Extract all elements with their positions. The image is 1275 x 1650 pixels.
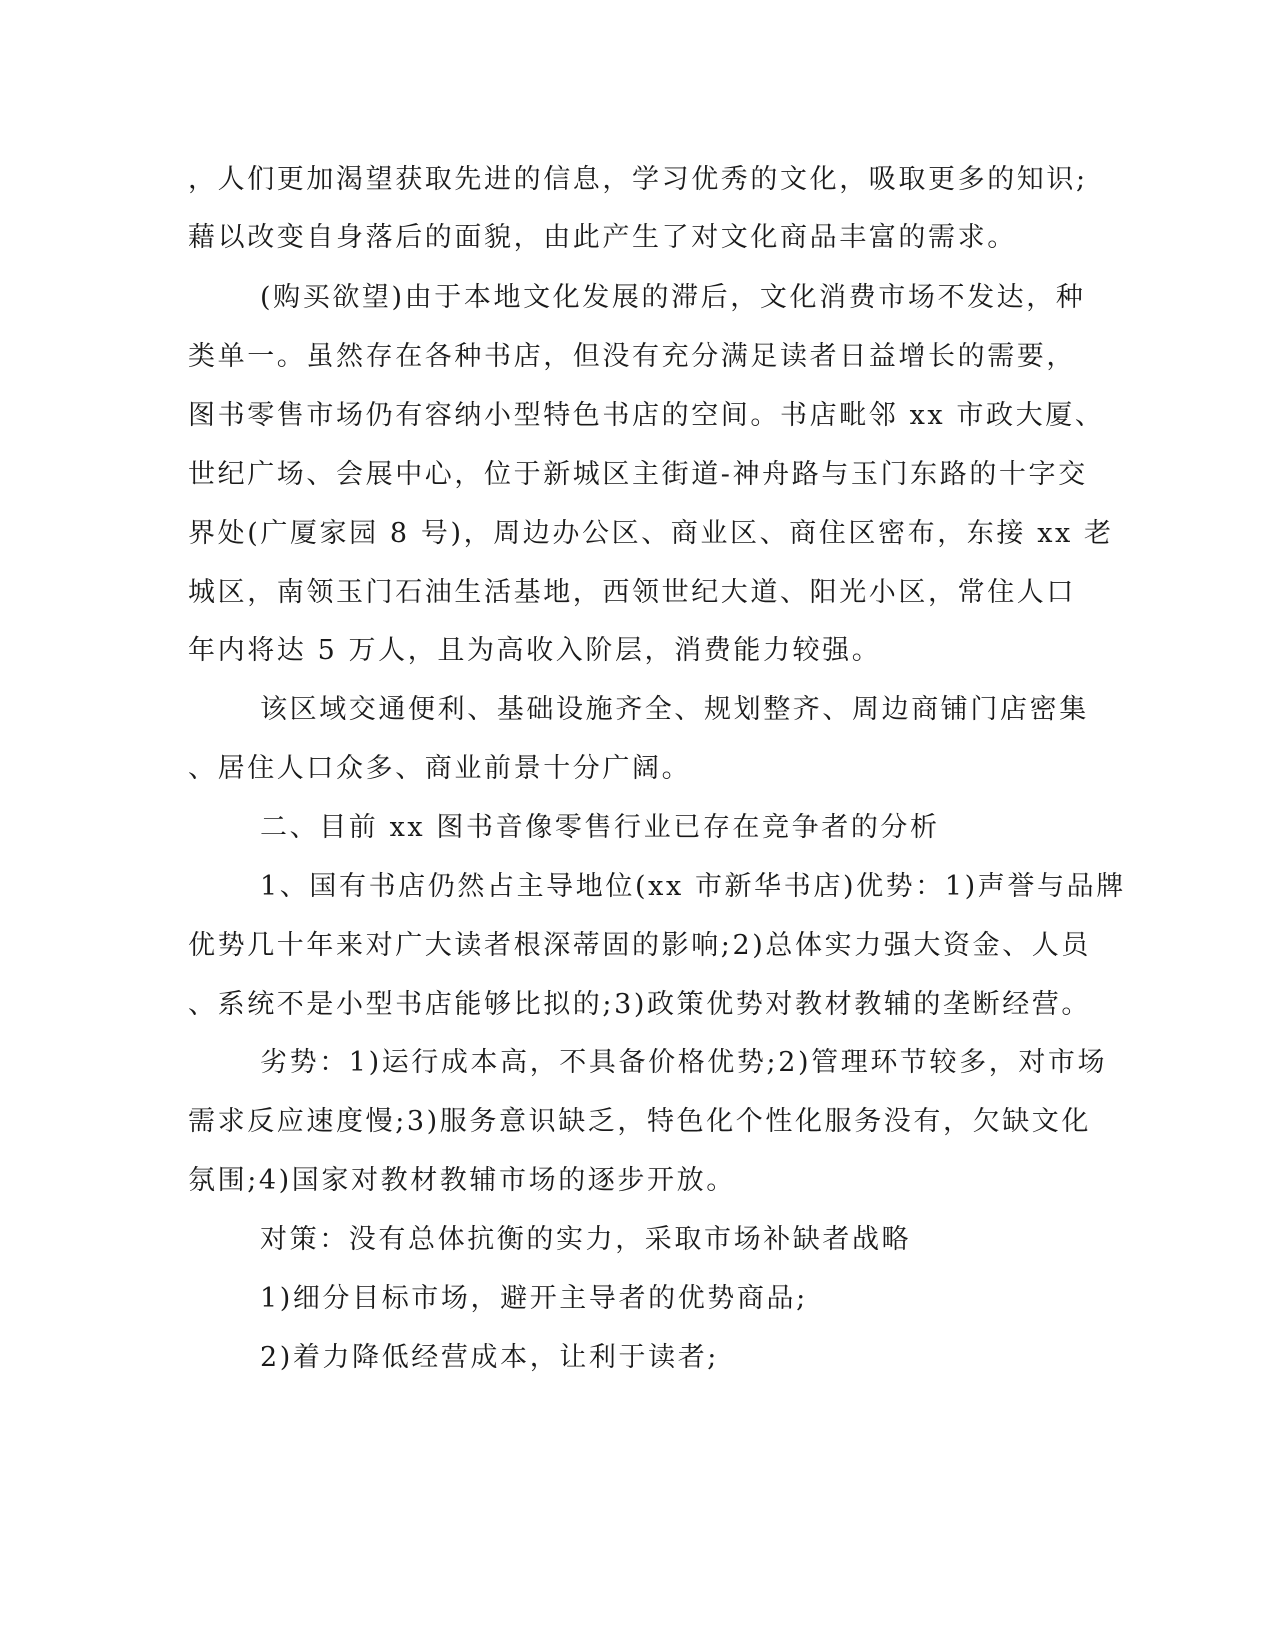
text-line: 年内将达 5 万人，且为高收入阶层，消费能力较强。 [188,635,882,666]
text-line: 藉以改变自身落后的面貌，由此产生了对文化商品丰富的需求。 [188,222,1017,253]
text-line: 界处(广厦家园 8 号)，周边办公区、商业区、商住区密布，东接 xx 老 [188,518,1114,549]
text-line: ，人们更加渴望获取先进的信息，学习优秀的文化，吸取更多的知识; [188,164,1088,195]
paragraph-start-line: 1、国有书店仍然占主导地位(xx 市新华书店)优势：1)声誉与品牌 [260,871,1126,902]
text-line: 类单一。虽然存在各种书店，但没有充分满足读者日益增长的需要， [188,341,1076,372]
text-line: 、系统不是小型书店能够比拟的;3)政策优势对教材教辅的垄断经营。 [188,989,1092,1020]
paragraph-start-line: 对策：没有总体抗衡的实力，采取市场补缺者战略 [260,1224,912,1255]
text-line: 需求反应速度慢;3)服务意识缺乏，特色化个性化服务没有，欠缺文化 [188,1106,1092,1137]
text-line: 氛围;4)国家对教材教辅市场的逐步开放。 [188,1165,736,1196]
text-line: 优势几十年来对广大读者根深蒂固的影响;2)总体实力强大资金、人员 [188,930,1092,961]
text-line: 世纪广场、会展中心，位于新城区主街道-神舟路与玉门东路的十字交 [188,459,1088,490]
list-item: 2)着力降低经营成本，让利于读者; [260,1342,720,1373]
paragraph-start-line: (购买欲望)由于本地文化发展的滞后，文化消费市场不发达，种 [260,282,1086,313]
paragraph-start-line: 劣势：1)运行成本高，不具备价格优势;2)管理环节较多，对市场 [260,1047,1108,1078]
text-line: 图书零售市场仍有容纳小型特色书店的空间。书店毗邻 xx 市政大厦、 [188,400,1105,431]
section-heading: 二、目前 xx 图书音像零售行业已存在竞争者的分析 [260,812,940,843]
paragraph-start-line: 该区域交通便利、基础设施齐全、规划整齐、周边商铺门店密集 [260,694,1089,725]
text-line: 、居住人口众多、商业前景十分广阔。 [188,753,692,784]
text-line: 城区，南领玉门石油生活基地，西领世纪大道、阳光小区，常住人口 [188,577,1076,608]
list-item: 1)细分目标市场，避开主导者的优势商品; [260,1283,808,1314]
